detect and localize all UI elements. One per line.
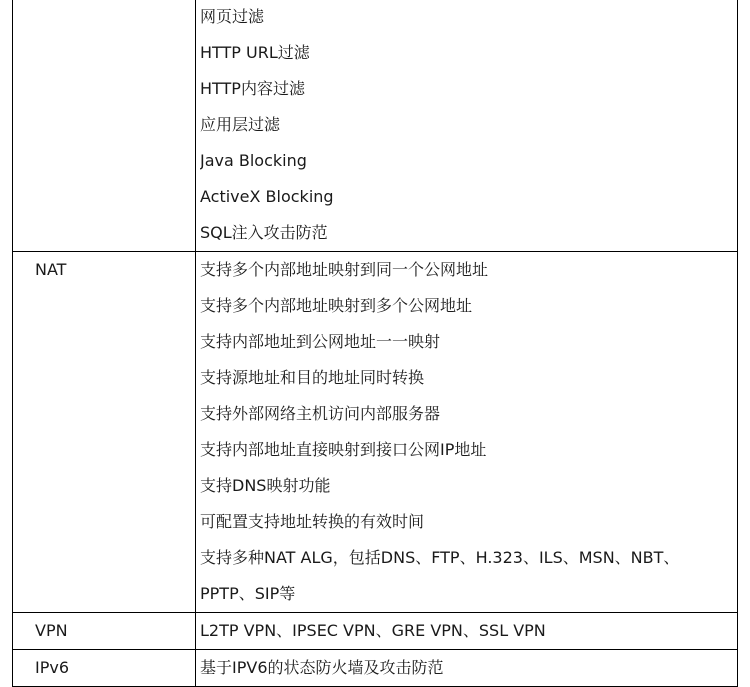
category-cell — [13, 252, 196, 613]
table-row-nat — [13, 252, 738, 613]
feature-line: 支持多个内部地址映射到同一个公网地址 — [200, 260, 489, 279]
category-cell — [13, 0, 196, 252]
feature-line: 应用层过滤 — [200, 115, 281, 134]
category-cell — [13, 613, 196, 650]
category-label: NAT — [35, 260, 67, 279]
feature-line: 支持DNS映射功能 — [200, 476, 331, 495]
feature-line: 支持外部网络主机访问内部服务器 — [200, 404, 441, 423]
feature-line: L2TP VPN、IPSEC VPN、GRE VPN、SSL VPN — [200, 621, 546, 640]
feature-line: 支持多种NAT ALG，包括DNS、FTP、H.323、ILS、MSN、NBT、 — [200, 548, 680, 567]
feature-line: HTTP内容过滤 — [200, 79, 305, 98]
feature-line: 支持多个内部地址映射到多个公网地址 — [200, 296, 473, 315]
spec-table — [12, 0, 738, 687]
feature-line: 基于IPV6的状态防火墙及攻击防范 — [200, 658, 444, 677]
feature-line: 支持内部地址直接映射到接口公网IP地址 — [200, 440, 487, 459]
category-label: VPN — [35, 621, 68, 640]
feature-line: 网页过滤 — [200, 7, 265, 26]
feature-cell — [196, 252, 738, 613]
table-row-vpn — [13, 613, 738, 650]
feature-line: HTTP URL过滤 — [200, 43, 310, 62]
category-label — [35, 0, 195, 35]
feature-cell — [196, 613, 738, 650]
feature-line: Java Blocking — [200, 151, 307, 170]
feature-line: 可配置支持地址转换的有效时间 — [200, 512, 425, 531]
feature-line: 支持源地址和目的地址同时转换 — [200, 368, 425, 387]
table-row-web-filter — [13, 0, 738, 252]
feature-cell — [196, 0, 738, 252]
feature-line: ActiveX Blocking — [200, 187, 334, 206]
category-cell — [13, 650, 196, 687]
category-label: IPv6 — [35, 658, 70, 677]
table-row-ipv6 — [13, 650, 738, 687]
feature-line: SQL注入攻击防范 — [200, 223, 328, 242]
feature-line: PPTP、SIP等 — [200, 584, 296, 603]
feature-cell — [196, 650, 738, 687]
feature-line: 支持内部地址到公网地址一一映射 — [200, 332, 441, 351]
